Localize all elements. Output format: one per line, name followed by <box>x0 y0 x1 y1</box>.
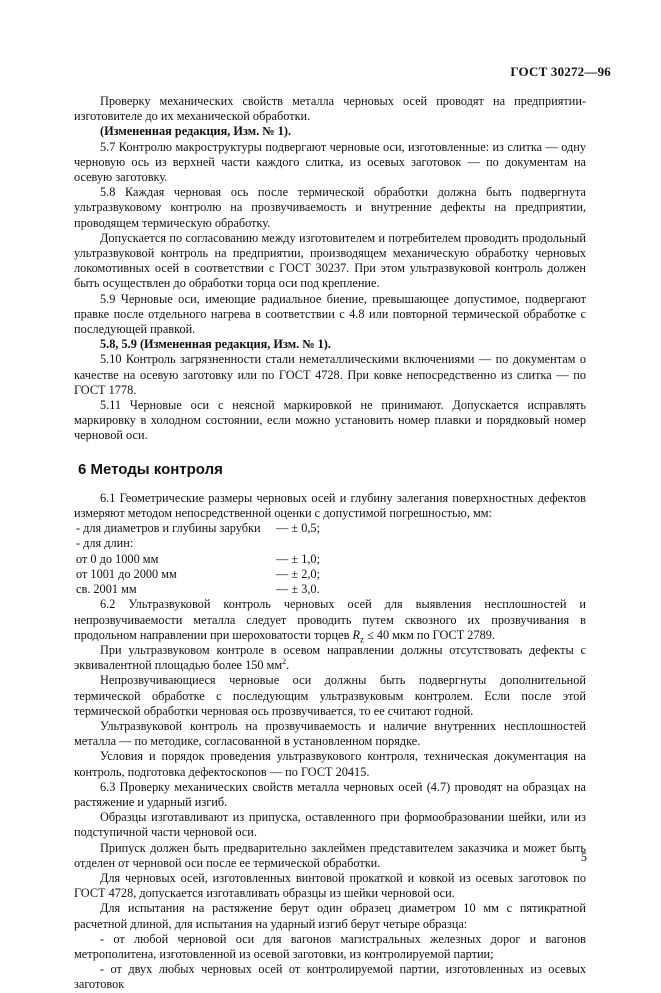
tolerance-row <box>76 582 406 597</box>
paragraph-6-2 <box>74 597 586 643</box>
roughness-subscript: z <box>360 634 364 645</box>
tolerance-label: - для длин: <box>76 536 134 551</box>
paragraph: 5.10 Контроль загрязненности стали неметаллическими включениями — по документам о качестве на осевую заготовку или по ГОСТ 4728. При ковке непосредственно из слитка — по ГОСТ 1778. <box>74 352 586 397</box>
paragraph: - от двух любых черновых осей от контролируемой партии, изготовленных из осевых заготовок <box>74 962 586 992</box>
paragraph: Проверку механических свойств металла черновых осей проводят на предприятии-изготовителе до их механической обработки. <box>74 94 586 124</box>
tolerance-row <box>76 567 406 582</box>
tolerance-value: — ± 2,0; <box>276 566 320 581</box>
tolerance-label: - для диаметров и глубины зарубки <box>76 521 261 536</box>
tolerance-value: — ± 0,5; <box>276 521 320 536</box>
bottom-paragraphs <box>74 673 586 992</box>
paragraph: Для испытания на растяжение берут один образец диаметром 10 мм с пятикратной расчетной длиной, для испытания на ударный изгиб берут четыре образца: <box>74 901 586 931</box>
paragraph: 6.3 Проверку механических свойств металла черновых осей (4.7) проводят на образцах на растяжение и ударный изгиб. <box>74 779 586 809</box>
tolerance-table <box>76 521 406 597</box>
defect-area-text: При ультразвуковом контроле в осевом направлении должны отсутствовать дефекты с эквивалентной площадью более 150 мм <box>74 642 586 673</box>
paragraph: 5.7 Контролю макроструктуры подвергают черновые оси, изготовленные: из слитка — одну черновую ось из верхней части каждого слитка, из осевых заготовок — по документам на осевую заготовку. <box>74 139 586 185</box>
page-content <box>74 94 586 993</box>
tolerance-value: — ± 3,0. <box>276 582 320 597</box>
paragraph: Припуск должен быть предварительно заклеймен представителем заказчика и может быть отделен от черновой оси после ее термической обработки. <box>74 840 586 870</box>
paragraph-6-1: 6.1 Геометрические размеры черновых осей и глубину залегания поверхностных дефектов измеряют методом непосредственной оценки с допустимой погрешностью, мм: <box>74 490 586 521</box>
paragraph: Образцы изготавливают из припуска, оставленного при формообразовании шейки, или из подступичной части черновой оси. <box>74 810 586 840</box>
roughness-symbol: R <box>352 627 360 642</box>
paragraph-6-2-text: 6.2 Ультразвуковой контроль черновых осей для выявления несплошностей и непрозвучиваемости металла следует проводить путем сквозного их прозвучивания в продольном направлении при шероховатости торцев <box>74 597 586 642</box>
paragraph: Для черновых осей, изготовленных винтовой прокаткой и ковкой из осевых заготовок по ГОСТ 4728, допускается изготавливать образцы из шейки черновой оси. <box>74 870 586 901</box>
top-paragraphs <box>74 94 586 444</box>
tolerance-value: — ± 1,0; <box>276 551 320 566</box>
document-code-header: ГОСТ 30272—96 <box>510 64 611 79</box>
defect-area-tail: . <box>286 658 290 673</box>
paragraph-defect-area <box>74 643 586 673</box>
paragraph: Допускается по согласованию между изготовителем и потребителем проводить продольный ультразвуковой контроль на предприятии, производящем механическую обработку черновых локомотивных осей в соответствии с ГОСТ 30237. При этом ультразвуковой контроль должен быть осуществлен до обработки торца оси под крепление. <box>74 230 586 291</box>
paragraph: 5.11 Черновые оси с неясной маркировкой не принимают. Допускается исправлять маркировку в холодном состоянии, если можно установить номер плавки и порядковый номер черновой оси. <box>74 398 586 443</box>
tolerance-value <box>276 536 406 551</box>
paragraph: 5.8 Каждая черновая ось после термической обработки должна быть подвергнута ультразвуковому контролю на прозвучиваемость и внутренние дефекты на предприятии, проводящем термическую обработку. <box>74 185 586 230</box>
tolerance-label: от 1001 до 2000 мм <box>76 566 177 581</box>
tolerance-row <box>76 536 406 551</box>
tolerance-label: св. 2001 мм <box>76 582 137 597</box>
page-number: 5 <box>580 850 587 864</box>
paragraph: 5.8, 5.9 (Измененная редакция, Изм. № 1). <box>100 337 331 352</box>
paragraph: Условия и порядок проведения ультразвукового контроля, техническая документация на контроль, подготовка дефектоскопов — по ГОСТ 20415. <box>74 749 586 779</box>
paragraph: Непрозвучивающиеся черновые оси должны быть подвергнуты дополнительной термической обработке с последующим ультразвуковым контролем. Если после этой термической обработки черновая ось прозвучивается, то ее считают годной. <box>74 673 586 718</box>
tolerance-label: от 0 до 1000 мм <box>76 551 159 566</box>
paragraph: 5.9 Черновые оси, имеющие радиальное биение, превышающее допустимое, подвергают правке после отдельного нагрева в соответствии с 4.8 или повторной термической обработке с последующей правкой. <box>74 291 586 337</box>
tolerance-row <box>76 521 406 536</box>
paragraph-6-2-tail: ≤ 40 мкм по ГОСТ 2789. <box>364 627 495 642</box>
paragraph: Ультразвуковой контроль на прозвучиваемость и наличие внутренних несплошностей металла — по методике, согласованной в установленном порядке. <box>74 718 586 749</box>
defect-area-sup: 2 <box>282 657 287 667</box>
tolerance-row <box>76 552 406 567</box>
paragraph: (Измененная редакция, Изм. № 1). <box>100 124 292 139</box>
paragraph: - от любой черновой оси для вагонов магистральных железных дорог и вагонов метрополитена, изготовленной из осевой заготовки, из контролируемой партии; <box>74 931 586 961</box>
section-title: 6 Методы контроля <box>78 460 223 478</box>
